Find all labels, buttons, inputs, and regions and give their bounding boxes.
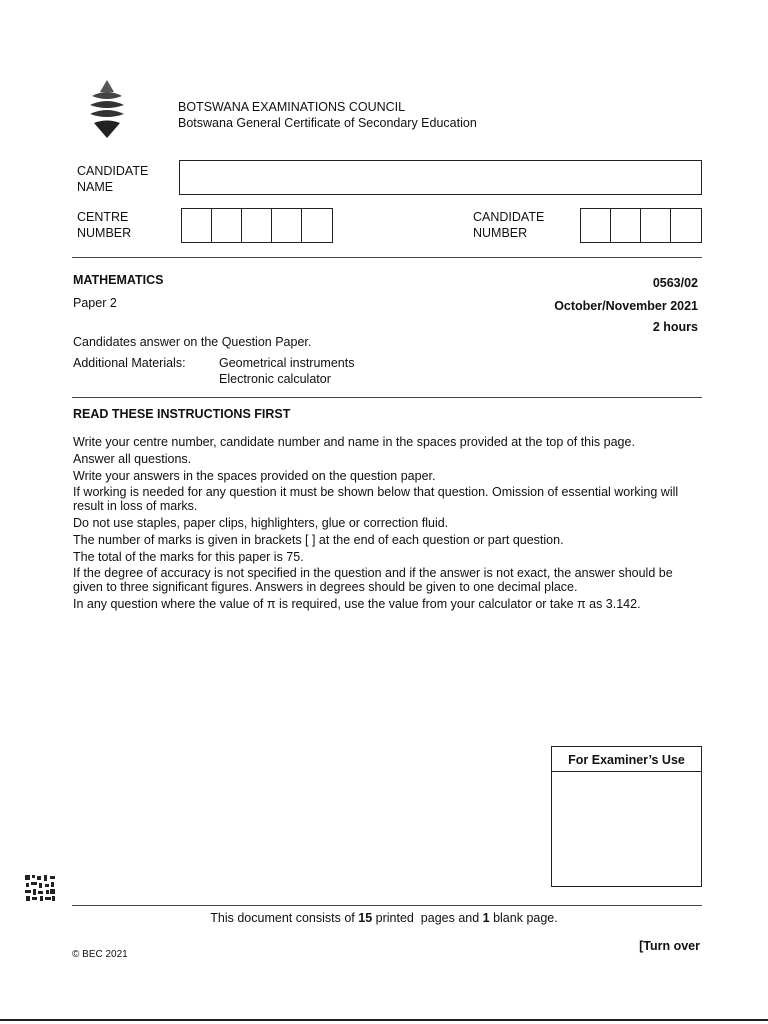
page-count-note: This document consists of 15 printed pages and 1 blank page. xyxy=(210,911,558,925)
candidate-number-cell[interactable] xyxy=(611,209,641,242)
page-edge-line xyxy=(0,1019,768,1021)
centre-number-cell[interactable] xyxy=(182,209,212,242)
copyright: © BEC 2021 xyxy=(72,949,128,960)
paper-number: Paper 2 xyxy=(73,296,117,310)
instructions-heading: READ THESE INSTRUCTIONS FIRST xyxy=(73,407,291,421)
instruction-line: Write your answers in the spaces provided on the question paper. xyxy=(73,469,436,483)
candidate-number-cell[interactable] xyxy=(641,209,671,242)
candidate-number-field[interactable] xyxy=(580,208,702,243)
instruction-line: The total of the marks for this paper is 75. xyxy=(73,550,304,564)
centre-number-field[interactable] xyxy=(181,208,333,243)
instruction-line: In any question where the value of π is required, use the value from your calculator or take π as 3.142. xyxy=(73,597,641,611)
candidate-number-label: CANDIDATE NUMBER xyxy=(473,210,545,240)
material-item: Geometrical instruments xyxy=(219,356,355,370)
candidate-name-label: CANDIDATE NAME xyxy=(77,164,149,194)
centre-number-cell[interactable] xyxy=(302,209,332,242)
instructions-list xyxy=(73,434,701,613)
instruction-line: The number of marks is given in brackets [ ] at the end of each question or part question. xyxy=(73,533,564,547)
examiners-use-title: For Examiner’s Use xyxy=(552,747,701,772)
certificate-title: Botswana General Certificate of Secondary Education xyxy=(178,116,477,130)
centre-number-cell[interactable] xyxy=(242,209,272,242)
paper-code: 0563/02 xyxy=(652,276,698,290)
council-name: BOTSWANA EXAMINATIONS COUNCIL xyxy=(178,100,406,114)
divider xyxy=(72,905,702,906)
divider xyxy=(72,397,702,398)
subject: MATHEMATICS xyxy=(73,273,164,287)
barcode-icon xyxy=(24,874,56,902)
centre-number-label: CENTRE NUMBER xyxy=(77,210,132,240)
candidate-number-cell[interactable] xyxy=(671,209,701,242)
instruction-line: Write your centre number, candidate number and name in the spaces provided at the top of this page. xyxy=(73,435,635,449)
materials-label: Additional Materials: xyxy=(73,356,186,370)
candidate-number-cell[interactable] xyxy=(581,209,611,242)
instruction-line: Answer all questions. xyxy=(73,452,192,466)
material-item: Electronic calculator xyxy=(219,372,331,386)
candidate-name-field[interactable] xyxy=(179,160,702,195)
centre-number-cell[interactable] xyxy=(272,209,302,242)
instruction-line: Do not use staples, paper clips, highlighters, glue or correction fluid. xyxy=(73,516,449,530)
instruction-line: If working is needed for any question it must be shown below that question. Omission of essential working will result in loss of marks. xyxy=(73,485,679,513)
instruction-line: If the degree of accuracy is not specified in the question and if the answer is not exact, the answer should be given to three significant figures. Answers in degrees should be given to one decimal place. xyxy=(73,566,673,594)
answer-note: Candidates answer on the Question Paper. xyxy=(73,335,312,349)
bec-logo xyxy=(84,78,130,142)
divider xyxy=(72,257,702,258)
exam-session: October/November 2021 xyxy=(554,299,698,313)
exam-duration: 2 hours xyxy=(652,320,698,334)
examiners-use-box xyxy=(551,746,702,887)
turn-over: [Turn over xyxy=(639,939,700,953)
centre-number-cell[interactable] xyxy=(212,209,242,242)
